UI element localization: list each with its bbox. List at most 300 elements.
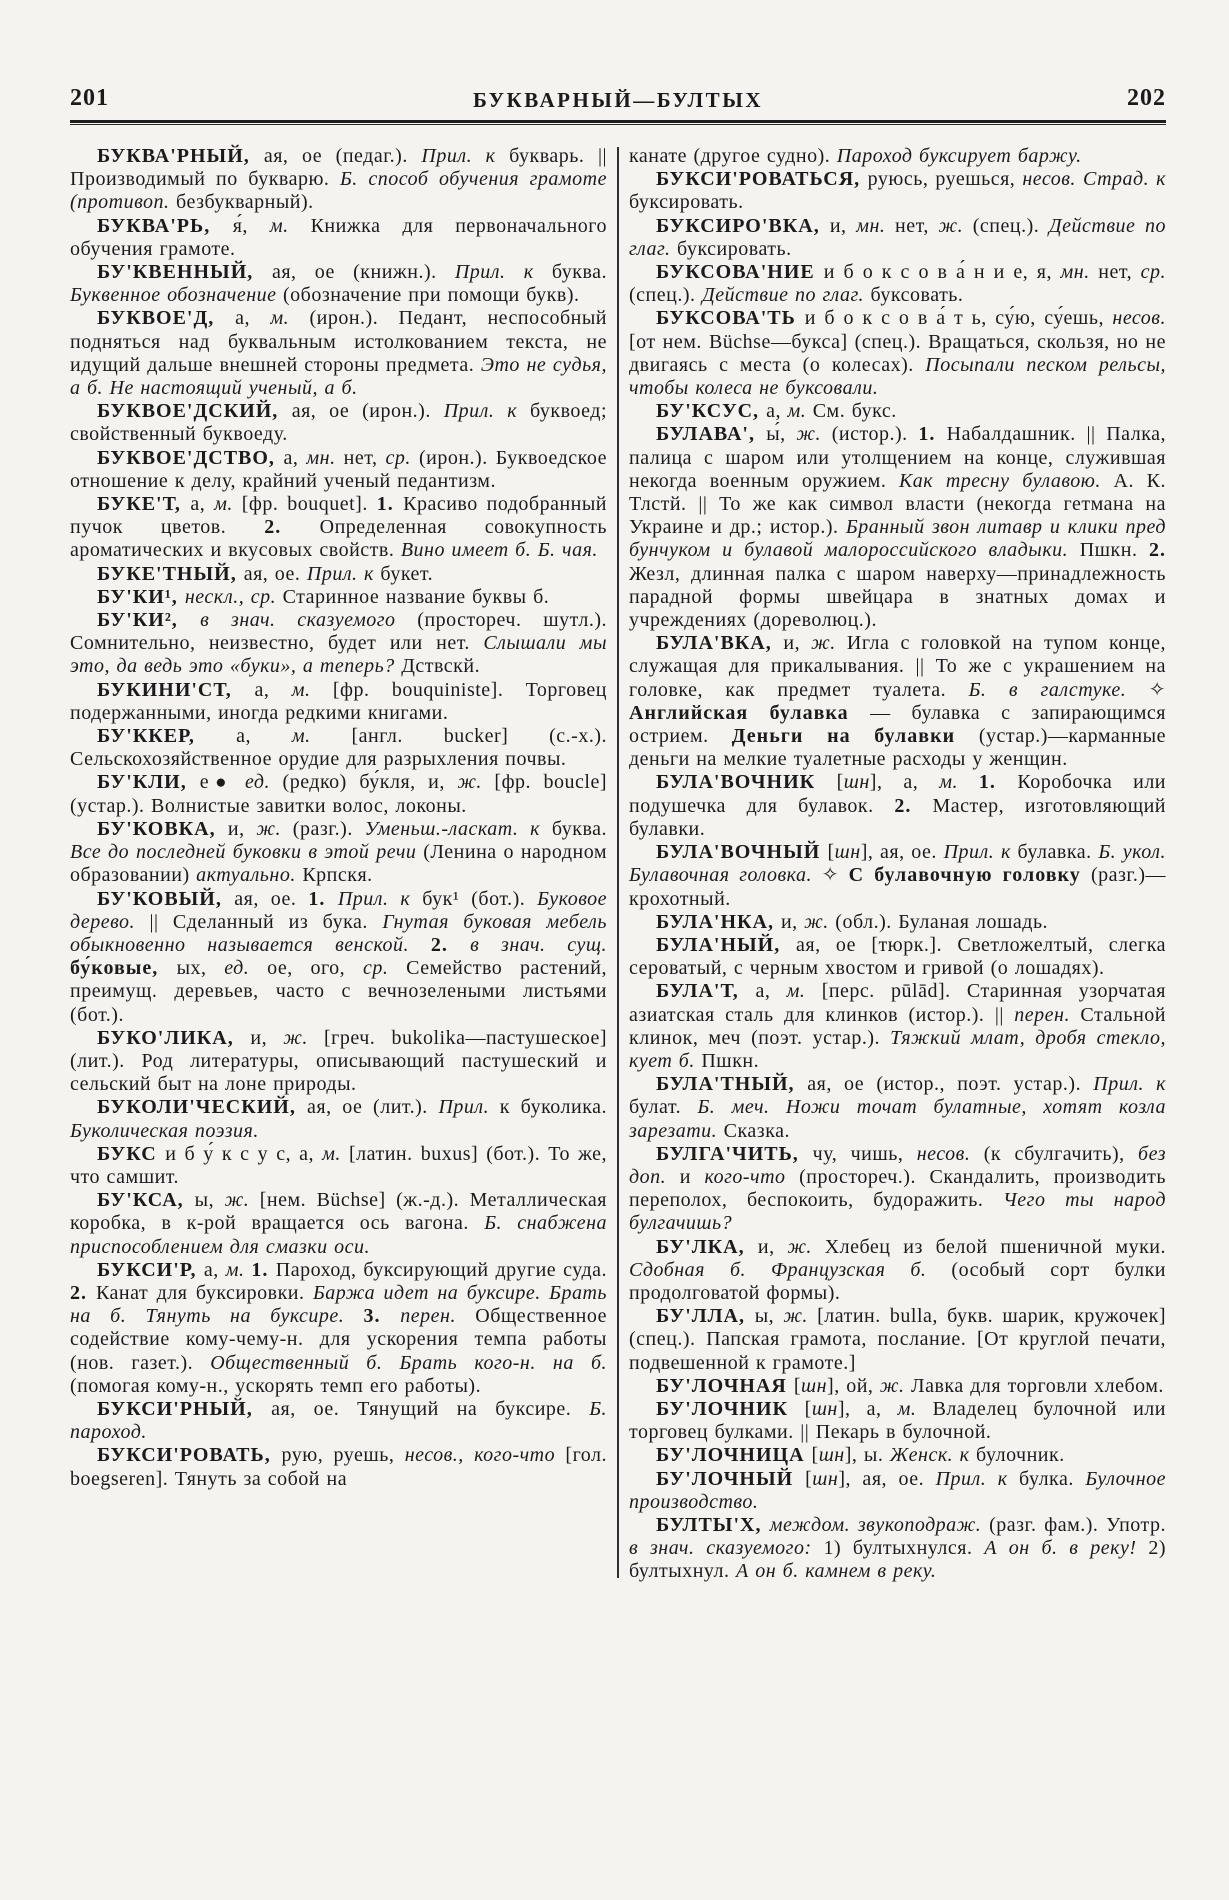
text-run: ], ая, ое. — [860, 841, 944, 864]
text-run: нет, — [895, 214, 939, 237]
text-run: буквоед; свойственный буквоеду. — [70, 400, 607, 446]
text-run: БУКИНИ'СТ, — [97, 678, 255, 701]
text-run: м. — [291, 678, 333, 701]
text-run: а, — [283, 446, 307, 469]
text-run: (простореч.). Скандалить, производить переполох, беспокоить, будоражить. — [629, 1165, 1167, 1212]
text-run: мн. — [1060, 261, 1099, 284]
dictionary-entry — [70, 261, 607, 307]
text-run: ая, ое. — [234, 887, 309, 910]
text-run: м. — [939, 771, 979, 794]
dictionary-entry — [629, 1236, 1166, 1306]
text-run: Бранный звон литавр и клики пред бунчуком и булавой малороссийского владыки. — [629, 516, 1166, 562]
text-run: БУ'ККЕР, — [97, 725, 237, 748]
text-run: БУ'КИ², — [97, 609, 201, 632]
text-run: [ — [811, 1444, 819, 1467]
text-run: См. букс. — [812, 400, 897, 423]
text-run: БУЛА'ВОЧНИК — [656, 771, 837, 794]
text-run: а, — [203, 1258, 226, 1281]
text-run: буква. — [551, 261, 607, 284]
text-run: (истор.). — [831, 423, 919, 446]
text-run: 1. — [308, 887, 338, 910]
dictionary-entry — [629, 423, 1166, 632]
text-run: (устар.)—карманные деньги на мелкие туалетные расходы у женщин. — [629, 725, 1166, 771]
text-run: и, — [250, 1026, 284, 1049]
column-left — [70, 145, 607, 1584]
dictionary-entry — [629, 1305, 1166, 1375]
text-run: 2. — [430, 933, 471, 956]
text-run: БУКОЛИ'ЧЕСКИЙ, — [97, 1096, 308, 1119]
dictionary-entry — [70, 1444, 607, 1490]
text-run: я́, — [232, 214, 270, 237]
dictionary-entry — [70, 818, 607, 888]
text-run: (разг.). — [292, 817, 365, 840]
dictionary-entry — [70, 563, 607, 586]
text-run: Женск. к — [889, 1444, 977, 1467]
text-run: м. — [787, 400, 813, 423]
text-run: Пароход, буксирующий другие суда. — [275, 1258, 607, 1281]
text-run: ], а, — [837, 1397, 898, 1420]
text-run: БУКСИ'Р, — [97, 1258, 204, 1281]
text-run: БУ'КСУС, — [656, 400, 767, 423]
text-run: БУ'КСА, — [97, 1189, 195, 1212]
text-run: 1. — [376, 493, 404, 516]
text-run: 2. — [264, 516, 320, 539]
dictionary-entry — [629, 1073, 1166, 1143]
dictionary-entry — [629, 1143, 1166, 1236]
text-run: м. — [214, 493, 242, 516]
text-run: ж. — [283, 1026, 324, 1049]
text-run: в знач. сказуемого — [200, 609, 418, 632]
text-run: [от нем. Büchse—букса] (спец.). Вращаться, скользя, но не двигаясь с места (о колесах). — [629, 330, 1166, 376]
text-run: Б. пароход. — [70, 1397, 607, 1444]
text-run: м. — [225, 1258, 252, 1281]
text-run: 2) бултыхнул. — [629, 1537, 1167, 1583]
dictionary-entry — [70, 215, 607, 261]
dictionary-entry — [629, 1375, 1166, 1398]
text-run: БУ'ЛОЧНИК — [656, 1397, 805, 1420]
text-run: (помогая кому-н., ускорять темп его работы). — [70, 1374, 482, 1397]
text-run: ж. — [787, 1235, 825, 1258]
text-run: Сдобная б. Французская б. — [629, 1258, 952, 1281]
text-run: Баржа идет на буксире. Брать на б. Тянуть на буксире. — [70, 1281, 608, 1328]
text-run: Канат для буксировки. — [95, 1281, 313, 1304]
text-run: к буколика. — [499, 1096, 608, 1119]
dictionary-entry — [629, 400, 1166, 423]
text-run: а, — [190, 493, 215, 516]
dictionary-entry — [629, 632, 1166, 771]
text-run: ая, ое (педаг.). — [263, 145, 422, 167]
text-run: Слышали мы это, да ведь это «буки», а теперь? — [70, 632, 607, 678]
text-run: А он б. камнем в реку. — [736, 1560, 937, 1583]
text-run: БУ'ЛЛА, — [656, 1305, 755, 1328]
text-run: БУКСОВА'НИЕ — [656, 261, 824, 284]
text-run: а, — [236, 725, 292, 748]
text-run: шн — [812, 1467, 839, 1490]
text-run: Набалдашник. || Палка, палица с шаром или утолщением на конце, служившая некогда военным оружием. — [629, 423, 1166, 492]
dictionary-entry — [629, 261, 1166, 307]
text-run: БУ'КОВЫЙ, — [97, 887, 235, 910]
text-run: [латин. bulla, букв. шарик, кружочек] (спец.). Папская грамота, послание. [От круглой печати, подвешенной к грамоте.] — [629, 1305, 1167, 1374]
text-run: рую, руешь, — [281, 1444, 405, 1467]
text-run: бук¹ (бот.). — [422, 887, 538, 910]
text-run: ж. — [804, 910, 836, 933]
dictionary-entry — [70, 307, 607, 400]
text-run: Деньги на булавки — [731, 725, 979, 748]
text-run: Прил. к — [935, 1467, 1020, 1490]
text-run: (редко) бу́кля, и, — [282, 771, 458, 794]
text-run: буксировать. — [677, 237, 792, 260]
running-head: БУКВАРНЫЙ—БУЛТЫХ — [473, 88, 763, 112]
text-run: С булавочную головку — [848, 864, 1091, 887]
text-run: 1. — [251, 1258, 276, 1281]
text-run: БУКЕ'ТНЫЙ, — [97, 562, 244, 585]
text-run: е — [199, 771, 210, 794]
text-run: Б. в галстуке. — [968, 678, 1149, 701]
column-right — [629, 145, 1166, 1584]
text-run: ж. — [811, 632, 847, 655]
text-run: БУКС — [97, 1142, 166, 1165]
text-run: без доп. — [629, 1142, 1167, 1188]
text-run: БУЛА'ВКА, — [656, 632, 784, 655]
text-run: Б. меч. Ножи точат булатные, хотят козла зарезати. — [629, 1096, 1166, 1142]
text-run: Б. способ обучения грамоте (противоп. — [70, 168, 607, 214]
text-run: чу, чишь, — [812, 1142, 917, 1165]
text-run: БУКСИ'РОВАТЬСЯ, — [656, 168, 868, 191]
text-run: и, — [780, 910, 805, 933]
dictionary-entry — [629, 911, 1166, 934]
text-run: м. — [269, 214, 311, 237]
text-run: [фр. bouquet]. — [241, 493, 377, 516]
text-run: шн — [843, 771, 870, 794]
text-run: ср. — [362, 957, 407, 980]
text-run: [англ. bucker] (с.-х.). Сельскохозяйственное орудие для разрыхления почвы. — [70, 725, 607, 771]
text-run: ы́, — [766, 423, 797, 446]
text-run: несов., кого-что — [404, 1444, 566, 1467]
text-run: БУ'КВЕННЫЙ, — [97, 261, 272, 284]
text-run: нескл., ср. — [184, 585, 283, 608]
text-run: Буковое дерево. — [70, 887, 607, 933]
text-run: несов. Страд. к — [1022, 168, 1167, 191]
text-run: Все до последней буковки в этой речи — [70, 841, 424, 864]
text-columns — [70, 145, 1166, 1584]
page-number-left: 201 — [70, 85, 109, 111]
text-run: ы, — [194, 1189, 225, 1212]
text-run: несов. — [916, 1142, 984, 1165]
text-run: ое, ого, — [267, 957, 363, 980]
text-run: ж. — [938, 214, 973, 237]
text-run: актуально. — [196, 864, 303, 887]
text-run: 1) бултыхнулся. — [823, 1537, 985, 1560]
text-run: Игла с головкой на тупом конце, служащая для прикалывания. || То же с украшением на головке, как предмет туалета. — [629, 632, 1167, 701]
ink-blot: ● — [209, 772, 233, 794]
dictionary-entry — [70, 725, 607, 771]
header-double-rule — [70, 120, 1166, 125]
page-header — [70, 86, 1166, 110]
text-run: и — [679, 1165, 705, 1188]
text-run: Прил. к — [443, 400, 530, 423]
text-run: [фр. boucle] (устар.). Волнистые завитки волос, локоны. — [70, 771, 607, 817]
text-run: БУ'ЛОЧНЫЙ — [656, 1467, 806, 1490]
text-run: ср. — [1140, 261, 1167, 284]
text-run: Семейство растений, преимущ. деревьев, часто с вечнозелеными листьями (бот.). — [70, 957, 608, 1026]
text-run: а, — [766, 400, 788, 423]
text-run: Действие по глаг. — [629, 214, 1167, 260]
text-run: Английская булавка — [629, 701, 871, 724]
text-run: (Ленина о народном образовании) — [70, 841, 608, 887]
text-run: БУКО'ЛИКА, — [97, 1026, 251, 1049]
dictionary-entry — [629, 1468, 1166, 1514]
text-run: [латин. buxus] (бот.). То же, что самшит. — [70, 1142, 608, 1188]
text-run: мн. — [856, 214, 896, 237]
text-run: ], а, — [869, 771, 940, 794]
text-run: ая, ое. Тянущий на буксире. — [271, 1397, 590, 1420]
dictionary-entry — [70, 679, 607, 725]
text-run: перен. — [400, 1305, 476, 1328]
text-run: [ — [827, 841, 835, 864]
text-run: ж. — [879, 1374, 912, 1397]
text-run: Крпскя. — [302, 864, 373, 887]
text-run: — булавка с запирающимся острием. — [629, 701, 1167, 748]
text-run: и, — [757, 1235, 788, 1258]
text-run: руюсь, руешься, — [867, 168, 1023, 191]
text-run: (ирон.). Буквоедское отношение к делу, крайний ученый педантизм. — [70, 446, 608, 492]
text-run: буква. — [551, 817, 608, 840]
text-run: Определенная совокупность ароматических и вкусовых свойств. — [70, 516, 607, 562]
text-run: БУ'КОВКА, — [97, 817, 228, 840]
text-run: Гнутая буковая мебель обыкновенно называется венской. — [70, 910, 607, 956]
text-run: [ — [793, 1374, 802, 1397]
text-run: Мастер, изготовляющий булавки. — [629, 794, 1166, 840]
text-run: (ирон.). Педант, неспособный подняться над буквальным истолкованием текста, не идущий дальше внешней стороны предмета. — [70, 307, 607, 376]
dictionary-entry — [629, 307, 1166, 400]
text-run: канате (другое судно). — [629, 145, 837, 167]
dictionary-entry — [70, 771, 607, 817]
text-run: БУЛГА'ЧИТЬ, — [656, 1142, 813, 1165]
dictionary-entry — [629, 215, 1166, 261]
text-run: (простореч. шутл.). Сомнительно, неизвестно, будет или нет. — [70, 609, 608, 655]
text-run: ых, — [176, 957, 225, 980]
column-divider — [617, 147, 619, 1578]
text-run: БУ'ЛКА, — [656, 1235, 758, 1258]
text-run: Действие по глаг. — [701, 284, 871, 307]
text-run: Б. укол. Булавочная головка. — [629, 841, 1166, 887]
text-run: в знач. сказуемого: — [629, 1537, 824, 1560]
text-run: бу́ковые, — [70, 957, 177, 980]
text-run: Уменьш.-ласкат. к — [364, 817, 552, 840]
text-run: Прил. к — [421, 145, 510, 167]
text-run: БУ'КИ¹, — [97, 585, 185, 608]
text-run: буксировать. — [629, 191, 744, 214]
text-run: булавка. — [1017, 841, 1099, 864]
dictionary-entry — [70, 1398, 607, 1444]
text-run: Старинное название буквы б. — [282, 585, 550, 608]
text-run: букварь. || Производимый по букварю. — [70, 145, 607, 191]
text-run: ✧ — [821, 864, 849, 887]
text-run: ср. — [385, 446, 419, 469]
text-run: Стальной клинок, меч (поэт. устар.). — [629, 1003, 1166, 1049]
text-run: ая, ое (ирон.). — [291, 400, 444, 423]
text-run: Хлебец из белой пшеничной муки. — [824, 1235, 1167, 1258]
text-run: Прил. — [438, 1096, 500, 1119]
text-run: м. — [322, 1142, 349, 1165]
text-run: кого-что — [704, 1165, 800, 1188]
text-run: Буколическая поэзия. — [70, 1119, 259, 1142]
dictionary-entry — [70, 447, 607, 493]
text-run: БУ'КЛИ, — [97, 771, 200, 794]
text-run: Общественное содействие кому-чему-н. для ускорения темпа работы (нов. газет.). — [70, 1305, 607, 1374]
text-run: безбукварный). — [176, 191, 314, 214]
text-run: нет, — [343, 446, 386, 469]
text-run: ая, ое. — [243, 562, 307, 585]
text-run: булат. — [629, 1096, 698, 1119]
text-run: БУЛА'ВОЧНЫЙ — [656, 841, 828, 864]
text-run: (разг. фам.). Употр. — [989, 1513, 1166, 1536]
text-run: шн — [834, 841, 861, 864]
text-run: Прил. к — [943, 841, 1018, 864]
text-run: Это не судья, а б. Не настоящий ученый, а б. — [70, 353, 607, 400]
dictionary-entry — [70, 586, 607, 609]
text-run: Лавка для торговли хлебом. — [911, 1374, 1164, 1397]
text-run: 1. — [978, 771, 1018, 794]
text-run: Прил. к — [306, 562, 381, 585]
text-run: ая, ое [тюрк.]. Светложелтый, слегка сероватый, с черным хвостом и гривой (о лошадях). — [629, 933, 1166, 980]
text-run: Б. снабжена приспособлением для смазки оси. — [70, 1212, 607, 1258]
text-run: ы, — [754, 1305, 784, 1328]
text-run: Буквенное обозначение — [70, 284, 284, 307]
text-run: [ — [836, 771, 844, 794]
text-run: (спец.). — [629, 284, 702, 307]
text-run: [перс. pūlād]. Старинная узорчатая азиатская сталь для клинков (истор.). || — [629, 980, 1166, 1026]
text-run: [фр. bouquiniste]. Торговец подержанными, иногда редкими книгами. — [70, 678, 607, 724]
text-run: БУЛА'ТНЫЙ, — [656, 1073, 808, 1096]
dictionary-entry — [629, 1444, 1166, 1467]
text-run: ед. — [224, 957, 268, 980]
text-run: (к сбулгачить), — [983, 1142, 1139, 1165]
text-run: междом. звукоподраж. — [769, 1513, 990, 1536]
text-run: м. — [897, 1397, 933, 1420]
text-run: перен. — [1014, 1003, 1081, 1026]
text-run: Владелец булочной или торговец булками. || Пекарь в булочной. — [629, 1397, 1166, 1444]
text-run: Дствскй. — [401, 655, 481, 678]
text-run: и б о к с о в а́ н и е, я, — [823, 261, 1061, 284]
text-run: 3. — [363, 1305, 401, 1328]
text-run: и б о к с о в а́ т ь, су́ю, су́ешь, — [804, 307, 1113, 330]
text-run: БУКСОВА'ТЬ — [656, 307, 805, 330]
text-run: ая, ое (книжн.). — [271, 261, 455, 284]
text-run: 2. — [70, 1281, 96, 1304]
text-run: (особый сорт булки продолговатой формы). — [629, 1258, 1167, 1304]
text-run: ж. — [224, 1189, 260, 1212]
text-run: шн — [811, 1397, 838, 1420]
dictionary-entry — [629, 1398, 1166, 1444]
text-run: и, — [829, 214, 857, 237]
text-run: БУ'ЛОЧНИЦА — [656, 1444, 812, 1467]
text-run: м. — [270, 307, 310, 330]
text-run: ✧ — [1148, 678, 1166, 701]
text-run: Прил. к — [454, 261, 552, 284]
text-run: [гол. boegseren]. Тянуть за собой на — [70, 1444, 607, 1490]
dictionary-entry — [70, 145, 607, 215]
text-run: ж. — [796, 423, 832, 446]
text-run: БУКСИРО'ВКА, — [656, 214, 830, 237]
text-run: БУКВА'РНЫЙ, — [97, 145, 264, 167]
text-run: Булочное производство. — [629, 1467, 1166, 1513]
text-run: Вино имеет б. Б. чая. — [400, 539, 598, 562]
dictionary-entry — [70, 1027, 607, 1097]
text-run: [нем. Büchse] (ж.-д.). Металлическая коробка, в к-рой вращается ось вагона. — [70, 1189, 608, 1235]
text-run: Пароход буксирует баржу. — [836, 145, 1082, 167]
text-run: Коробочка или подушечка для булавок. — [629, 771, 1167, 817]
text-run: Пшкн. — [1079, 539, 1149, 562]
text-run: Прил. к — [337, 887, 423, 910]
dictionary-entry — [70, 609, 607, 679]
text-run: несов. — [1112, 307, 1166, 330]
dictionary-entry — [629, 934, 1166, 980]
text-run: Тяжкий млат, дробя стекло, кует б. — [629, 1026, 1166, 1072]
text-run: м. — [786, 980, 822, 1003]
dictionary-entry — [629, 168, 1166, 214]
text-run: Как тресну булавою. — [899, 469, 1114, 492]
text-run: а, — [254, 678, 292, 701]
dictionary-entry — [70, 493, 607, 563]
text-run: Прил. к — [1093, 1073, 1166, 1096]
text-run: и б у́ к с у с, а, — [165, 1142, 323, 1165]
text-run: ], ы. — [844, 1444, 890, 1467]
text-run: БУКЕ'Т, — [97, 493, 191, 516]
text-run: БУКСИ'РОВАТЬ, — [97, 1444, 282, 1467]
text-run: ж. — [783, 1305, 818, 1328]
text-run: Пшкн. — [701, 1049, 760, 1072]
text-run: БУКВА'РЬ, — [97, 214, 233, 237]
text-run: м. — [291, 725, 352, 748]
text-run: а, — [235, 307, 271, 330]
text-run: в знач. сущ. — [470, 933, 608, 956]
text-run: Книжка для первоначального обучения грамоте. — [70, 214, 608, 260]
text-run: Жезл, длинная палка с шаром наверху—принадлежность парадной формы швейцара в знатных домах и учреждениях (дореволюц.). — [629, 562, 1166, 632]
text-run: 2. — [894, 794, 933, 817]
text-run: буксовать. — [870, 284, 964, 307]
text-run: мн. — [306, 446, 344, 469]
text-run: БУКВОЕ'ДСКИЙ, — [97, 400, 292, 423]
text-run: Сказка. — [723, 1119, 790, 1142]
text-run: ж. — [256, 817, 293, 840]
dictionary-entry — [629, 771, 1166, 841]
dictionary-entry — [70, 1189, 607, 1259]
text-run: БУКВОЕ'ДСТВО, — [97, 446, 284, 469]
dictionary-entry — [70, 400, 607, 446]
text-run: БУКСИ'РНЫЙ, — [97, 1397, 272, 1420]
text-run: || Сделанный из бука. — [149, 910, 383, 933]
dictionary-entry — [70, 1259, 607, 1398]
dictionary-entry — [70, 888, 607, 1027]
text-run: [ — [805, 1467, 813, 1490]
dictionary-entry — [70, 1143, 607, 1189]
text-run: БУЛТЫ'Х, — [656, 1513, 770, 1536]
text-run: (спец.). — [972, 214, 1049, 237]
dictionary-entry — [629, 1514, 1166, 1584]
text-run: А он б. в реку! — [984, 1537, 1149, 1560]
text-run: а, — [755, 980, 787, 1003]
text-run: ая, ое (истор., поэт. устар.). — [807, 1073, 1094, 1096]
text-run — [233, 771, 246, 793]
text-run: БУЛАВА', — [656, 423, 767, 446]
text-run: булка. — [1019, 1467, 1086, 1490]
page-number-right: 202 — [1126, 85, 1166, 111]
text-run: (обозначение при помощи букв). — [283, 284, 580, 307]
text-run: шн — [801, 1374, 828, 1397]
text-run: нет, — [1098, 261, 1141, 284]
dictionary-entry — [629, 145, 1166, 168]
